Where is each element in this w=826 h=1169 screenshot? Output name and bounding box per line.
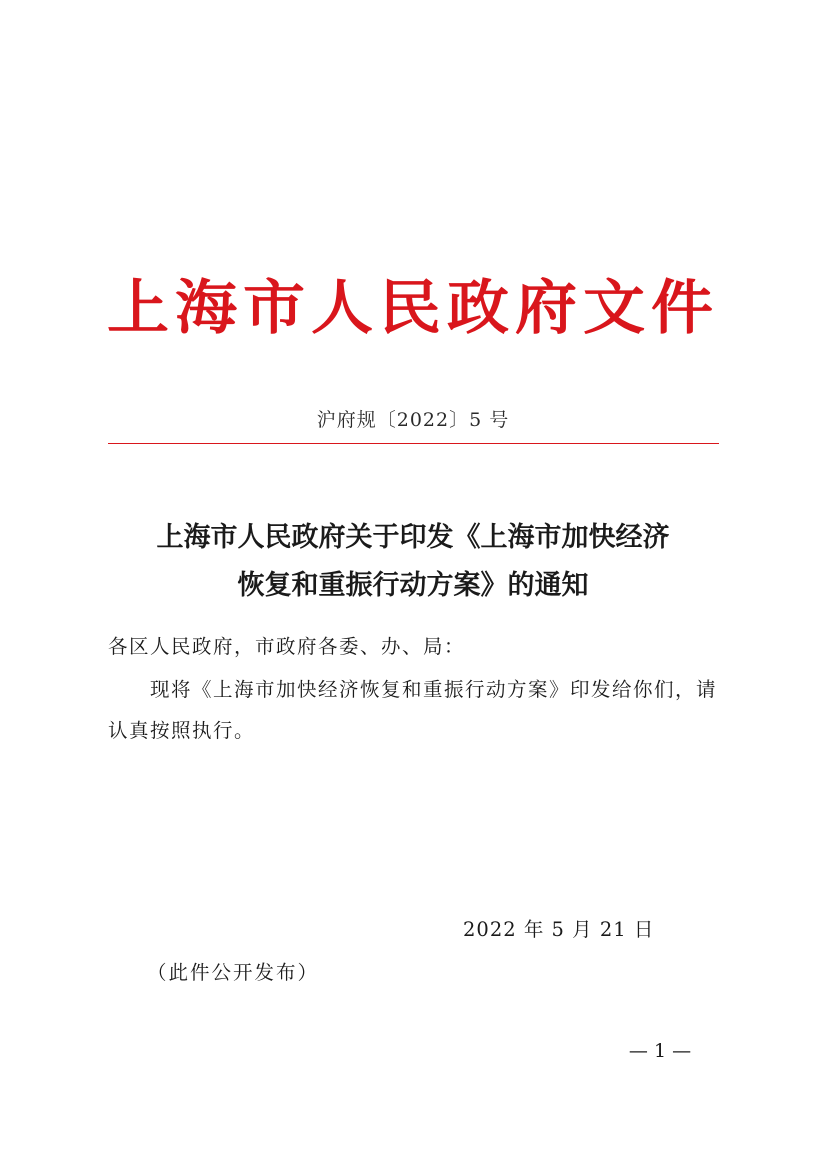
body-paragraph-line-1: 现将《上海市加快经济恢复和重振行动方案》印发给你们，请 (150, 678, 718, 701)
document-title-line-2: 恢复和重振行动方案》的通知 (237, 570, 589, 601)
salutation: 各区人民政府，市政府各委、办、局： (108, 635, 466, 658)
document-title-line-1: 上海市人民政府关于印发《上海市加快经济 (156, 522, 670, 553)
document-masthead: 上海市人民政府文件 (106, 272, 719, 343)
issue-date: 2022 年 5 月 21 日 (463, 918, 655, 941)
document-number: 沪府规〔2022〕5 号 (316, 409, 510, 431)
release-note: （此件公开发布） (147, 961, 320, 984)
body-paragraph-line-2: 认真按照执行。 (108, 719, 256, 742)
red-separator-line (108, 443, 719, 444)
page-number: — 1 — (628, 1040, 692, 1062)
